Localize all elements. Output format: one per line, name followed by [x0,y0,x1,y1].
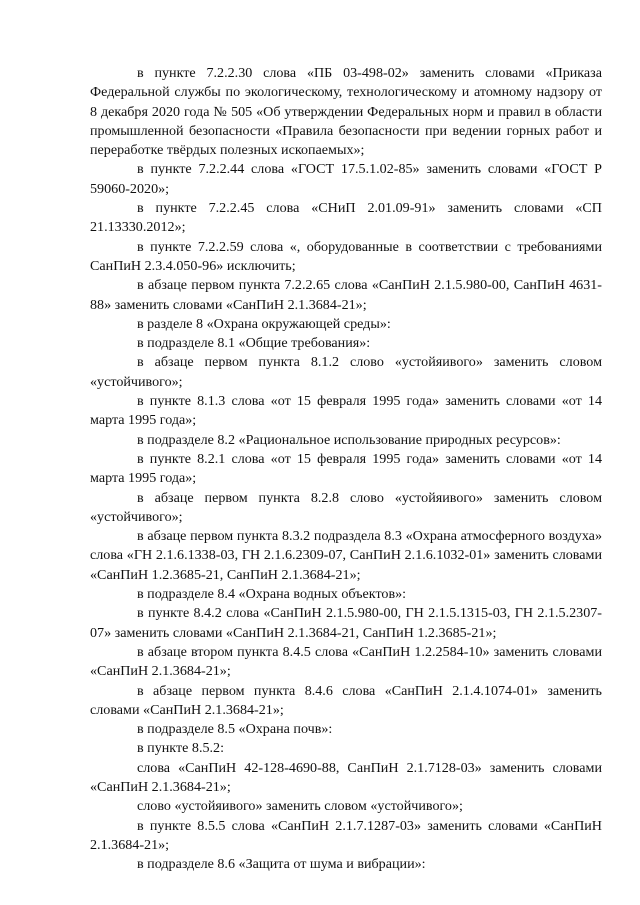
paragraph: в абзаце первом пункта 8.3.2 подраздела 8.3 «Охрана атмосферного воздуха» слова «ГН 2.1.6.1338-03, ГН 2.1.6.2309-07, СанПиН 2.1.6.1032-01» заменить словами «СанПиН 1.2.3685-21, СанПиН 2.1.3684-21»; [90,528,602,583]
paragraph: в подразделе 8.5 «Охрана почв»: [137,721,333,738]
document-page [90,64,602,874]
paragraph: в пункте 8.4.2 слова «СанПиН 2.1.5.980-00, ГН 2.1.5.1315-03, ГН 2.1.5.2307-07» заменить словами «СанПиН 2.1.3684-21, СанПиН 1.2.3685-21»; [90,605,602,641]
paragraph: в подразделе 8.4 «Охрана водных объектов»: [137,586,407,603]
paragraph: в абзаце первом пункта 8.4.6 слова «СанПиН 2.1.4.1074-01» заменить словами «СанПиН 2.1.3684-21»; [90,682,602,718]
paragraph: в пункте 8.5.5 слова «СанПиН 2.1.7.1287-03» заменить словами «СанПиН 2.1.3684-21»; [90,817,602,853]
paragraph: в пункте 7.2.2.59 слова «, оборудованные в соответствии с требованиями СанПиН 2.3.4.050-96» исключить; [90,238,602,274]
paragraph: в пункте 7.2.2.30 слова «ПБ 03-498-02» заменить словами «Приказа Федеральной службы по экологическому, технологическому и атомному надзору от 8 декабря 2020 года № 505 «Об утверждении Федеральных норм и правил в области промышленной безопасности «Правила безопасности при ведении горных работ и переработке твёрдых полезных ископаемых»; [90,65,602,159]
paragraph: в пункте 7.2.2.45 слова «СНиП 2.01.09-91» заменить словами «СП 21.13330.2012»; [90,200,602,236]
paragraph: в пункте 8.1.3 слова «от 15 февраля 1995 года» заменить словами «от 14 марта 1995 года»; [90,393,602,429]
paragraph: в абзаце втором пункта 8.4.5 слова «СанПиН 1.2.2584-10» заменить словами «СанПиН 2.1.3684-21»; [90,643,602,680]
paragraph: слова «СанПиН 42-128-4690-88, СанПиН 2.1.7128-03» заменить словами «СанПиН 2.1.3684-21»; [90,759,602,795]
paragraph: в пункте 7.2.2.44 слова «ГОСТ 17.5.1.02-85» заменить словами «ГОСТ Р 59060-2020»; [90,161,602,197]
paragraph: слово «устойяивого» заменить словом «устойчивого»; [137,798,463,815]
paragraph: в подразделе 8.1 «Общие требования»: [137,335,371,352]
paragraph: в абзаце первом пункта 8.2.8 слово «устойяивого» заменить словом «устойчивого»; [90,489,602,525]
paragraph: в подразделе 8.2 «Рациональное использование природных ресурсов»: [137,431,561,448]
paragraph: в абзаце первом пункта 8.1.2 слово «устойяивого» заменить словом «устойчивого»; [90,354,602,390]
paragraph: в абзаце первом пункта 7.2.2.65 слова «СанПиН 2.1.5.980-00, СанПиН 4631-88» заменить словами «СанПиН 2.1.3684-21»; [90,277,602,313]
paragraph: в подразделе 8.6 «Защита от шума и вибрации»: [137,856,426,873]
paragraph: в пункте 8.5.2: [137,740,225,757]
paragraph: в разделе 8 «Охрана окружающей среды»: [137,315,391,332]
paragraph: в пункте 8.2.1 слова «от 15 февраля 1995 года» заменить словами «от 14 марта 1995 года»; [90,450,602,487]
